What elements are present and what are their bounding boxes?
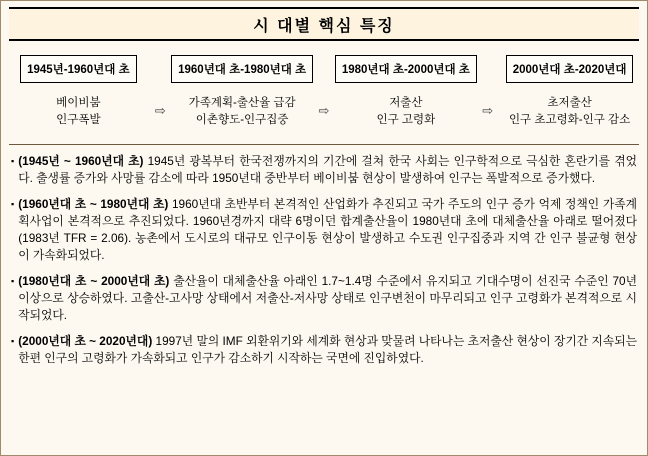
- paragraph-text-1: [18, 153, 637, 187]
- timeline-desc-4: [509, 95, 630, 130]
- timeline-item-3: [334, 55, 477, 130]
- timeline-desc-line-3b: 인구 고령화: [376, 114, 436, 127]
- paragraph-4: [11, 333, 637, 367]
- paragraph-2: [11, 196, 637, 264]
- paragraph-label-2: (1960년대 초 ~ 1980년대 초): [18, 196, 169, 211]
- timeline-desc-2: [189, 95, 296, 130]
- paragraph-body-2: 1960년대 초반부터 본격적인 산업화가 추진되고 국가 주도의 인구 증가 억제 정책인 가족계획사업이 본격적으로 추진되었다. 1960년경까지 대략 6명이던 합계출산율이 1980년대 초에 대체출산율 아래로 떨어졌다(1983년 TFR = 2.06). 농촌에서 도시로의 대규모 인구이동 현상이 발생하고 수도권 인구집중과 지역 간 인구 불균형 현상이 가속화되었다.: [18, 196, 638, 262]
- body-content: [1, 145, 647, 368]
- arrow-right-icon-3: ⇨: [482, 103, 494, 118]
- paragraph-1: [11, 153, 637, 187]
- paragraph-label-4: (2000년대 초 ~ 2020년대): [18, 334, 153, 349]
- paragraph-text-2: [18, 196, 637, 264]
- bullet-icon-4: ▪: [11, 336, 15, 347]
- timeline-desc-line-3a: 저출산: [389, 97, 423, 109]
- timeline-period-label-4: 2000년대 초-2020년대: [506, 55, 634, 83]
- arrow-right-icon-2: ⇨: [318, 103, 330, 118]
- timeline-desc-line-4b: 인구 초고령화-인구 감소: [508, 114, 631, 127]
- timeline: [1, 55, 647, 130]
- paragraph-text-4: [18, 333, 637, 367]
- timeline-item-4: [498, 55, 641, 130]
- timeline-desc-line-2a: 가족계획-출산율 급감: [188, 97, 296, 109]
- paragraph-text-3: [18, 273, 637, 324]
- paragraph-3: [11, 273, 637, 324]
- timeline-desc-line-2b: 이촌향도-인구집중: [195, 114, 289, 127]
- page-title-bar: [9, 7, 639, 41]
- timeline-period-label-1: 1945년-1960년대 초: [20, 55, 137, 83]
- timeline-period-label-3: 1980년대 초-2000년대 초: [335, 55, 477, 83]
- paragraph-body-3: 출산율이 대체출산율 아래인 1.7~1.4명 수준에서 유지되고 기대수명이 선진국 수준인 70년 이상으로 상승하였다. 고출산-고사망 상태에서 저출산-저사망 상태로 인구변천이 마무리되고 인구 고령화가 본격적으로 시작되었다.: [18, 274, 637, 323]
- timeline-desc-3: [376, 95, 435, 130]
- paragraph-body-1: 1945년 광복부터 한국전쟁까지의 기간에 걸쳐 한국 사회는 인구학적으로 극심한 혼란기를 겪었다. 출생률 증가와 사망률 감소에 따라 1950년대 중반부터 베이비붐 현상이 발생하여 인구는 폭발적으로 증가했다.: [18, 153, 637, 185]
- page-title: 시 대별 핵심 특징: [253, 17, 395, 35]
- timeline-desc-line-1a: 베이비붐: [56, 97, 101, 109]
- timeline-desc-1: [56, 95, 100, 130]
- timeline-desc-line-1b: 인구폭발: [56, 114, 101, 127]
- bullet-icon-1: ▪: [11, 155, 15, 166]
- bullet-icon-2: ▪: [11, 198, 15, 209]
- timeline-desc-line-4a: 초저출산: [547, 97, 592, 109]
- bullet-icon-3: ▪: [11, 276, 15, 287]
- paragraph-label-1: (1945년 ~ 1960년대 초): [18, 153, 144, 168]
- timeline-period-label-2: 1960년대 초-1980년대 초: [171, 55, 313, 83]
- timeline-item-1: [7, 55, 150, 130]
- paragraph-body-4: 1997년 말의 IMF 외환위기와 세계화 현상과 맞물려 나타나는 초저출산 현상이 장기간 지속되는 한편 인구의 고령화가 가속화되고 인구가 감소하기 시작하는 국면에 진입하였다.: [18, 334, 637, 366]
- arrow-right-icon-1: ⇨: [154, 103, 166, 118]
- paragraph-label-3: (1980년대 초 ~ 2000년대 초): [18, 274, 170, 289]
- timeline-item-2: [171, 55, 314, 130]
